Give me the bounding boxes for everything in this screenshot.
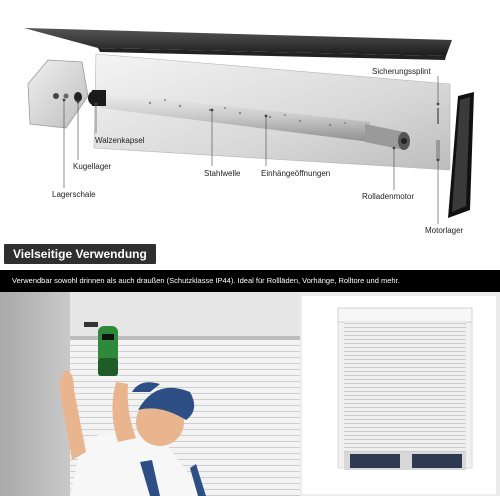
label-einhaengeoeffnungen: Einhängeöffnungen — [261, 169, 331, 178]
installation-scene — [0, 292, 500, 496]
section-heading: Vielseitige Verwendung — [4, 244, 156, 264]
installation-photo — [0, 292, 500, 496]
wall-left — [0, 292, 70, 496]
label-kugellager: Kugellager — [73, 162, 112, 171]
label-walzenkapsel: Walzenkapsel — [95, 136, 145, 145]
label-motorlager: Motorlager — [425, 226, 464, 235]
product-shutter-slats — [344, 322, 466, 456]
label-rolladenmotor: Rolladenmotor — [362, 192, 415, 201]
usage-description: Verwendbar sowohl drinnen als auch draußen (Schutzklasse IP44). Ideal für Rollläden, Vorhänge, Rolltore und mehr. — [12, 276, 400, 285]
label-lagerschale: Lagerschale — [52, 190, 96, 199]
label-stahlwelle: Stahlwelle — [204, 169, 241, 178]
label-sicherungssplint: Sicherungssplint — [372, 67, 431, 76]
